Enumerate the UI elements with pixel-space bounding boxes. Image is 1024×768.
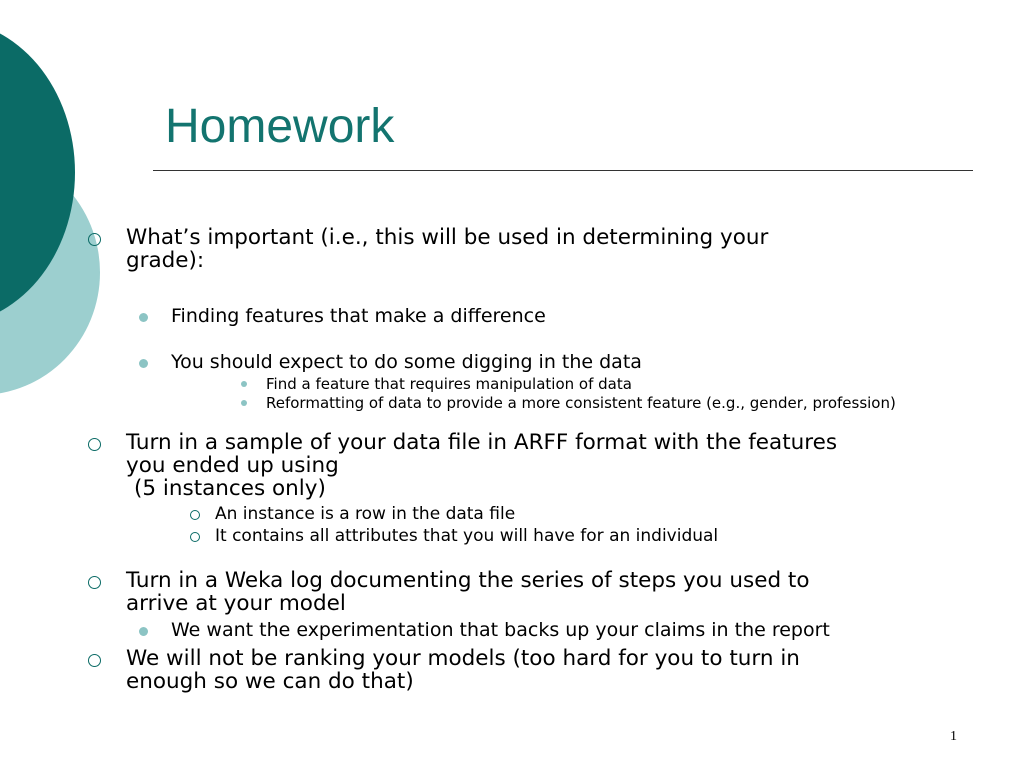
bullet-1-line-2: grade): — [126, 248, 205, 273]
ring-bullet-icon — [88, 233, 101, 246]
bullet-2-line-1: Turn in a sample of your data file in ARFF format with the features — [126, 430, 838, 455]
ring-bullet-icon — [88, 438, 101, 451]
ring-bullet-icon — [88, 654, 101, 667]
bullet-3-sub-1: We want the experimentation that backs up your claims in the report — [171, 619, 830, 641]
bullet-2-line-2: you ended up using — [126, 453, 339, 478]
bullet-2-sub-2: It contains all attributes that you will have for an individual — [215, 526, 719, 546]
page-number: 1 — [950, 729, 957, 744]
slide-title: Homework — [165, 100, 395, 153]
ring-bullet-icon — [88, 576, 101, 589]
bullet-1-sub-2: You should expect to do some digging in the data — [171, 351, 642, 373]
bullet-1-sub-2-sub-1: Find a feature that requires manipulation of data — [266, 375, 632, 393]
dot-bullet-icon — [139, 627, 148, 636]
bullet-1-sub-2-sub-2: Reformatting of data to provide a more consistent feature (e.g., gender, profession) — [266, 394, 896, 412]
ring-bullet-icon — [190, 532, 200, 542]
dot-bullet-icon — [241, 400, 247, 406]
dot-bullet-icon — [139, 313, 148, 322]
bullet-3-line-2: arrive at your model — [126, 591, 346, 616]
bullet-2-sub-1: An instance is a row in the data file — [215, 504, 516, 524]
title-divider — [153, 170, 973, 171]
dot-bullet-icon — [139, 359, 148, 368]
bullet-4-line-1: We will not be ranking your models (too hard for you to turn in — [126, 646, 800, 671]
bullet-1-sub-1: Finding features that make a difference — [171, 305, 546, 327]
ring-bullet-icon — [190, 510, 200, 520]
bullet-3-line-1: Turn in a Weka log documenting the series of steps you used to — [126, 568, 810, 593]
bullet-1-line-1: What’s important (i.e., this will be used in determining your — [126, 225, 769, 250]
dot-bullet-icon — [241, 381, 247, 387]
bullet-4-line-2: enough so we can do that) — [126, 669, 414, 694]
bullet-2-line-3: (5 instances only) — [134, 476, 326, 501]
